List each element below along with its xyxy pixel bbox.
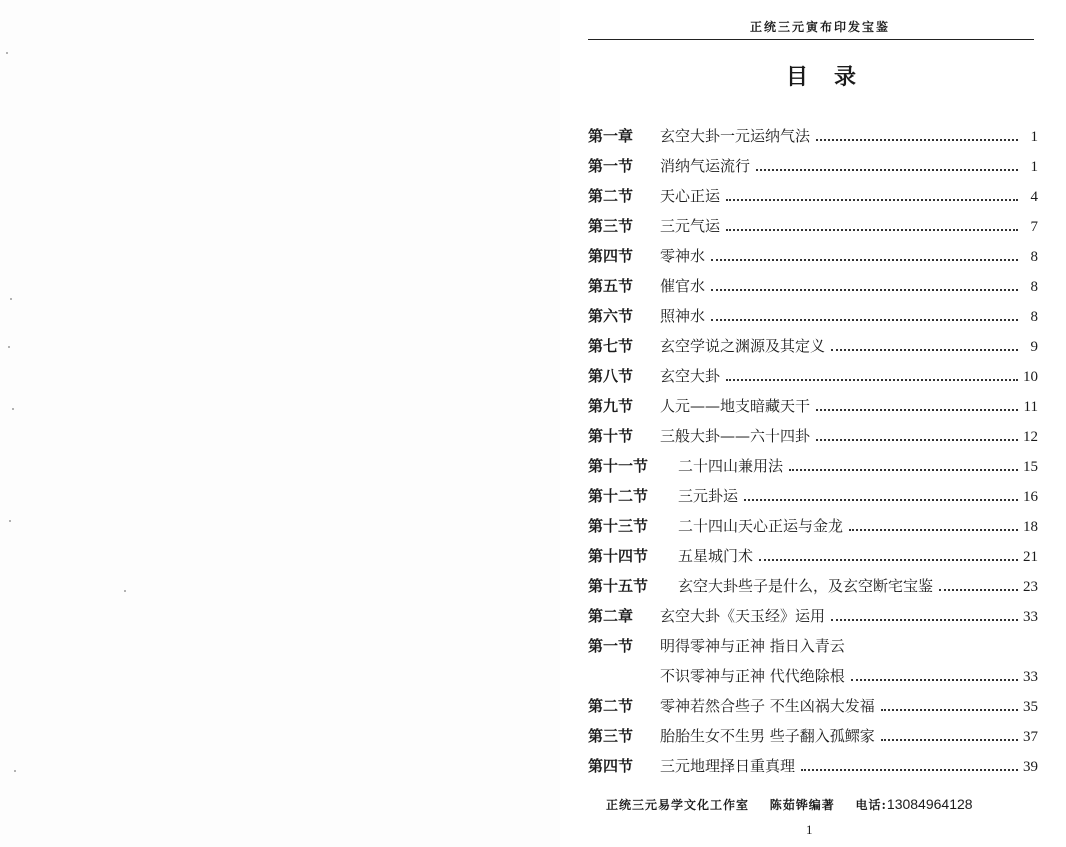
toc-entry-page: 1 [1030, 129, 1038, 145]
page-number: 1 [806, 822, 813, 837]
toc-entry-label: 第十五节 [588, 577, 649, 595]
toc-title: 目录 [786, 64, 883, 90]
toc-entry [588, 146, 1038, 176]
toc-dot-leader [726, 199, 1018, 201]
toc-entry-page: 9 [1030, 339, 1038, 355]
toc-dot-leader [711, 319, 1018, 321]
toc-dot-leader [831, 349, 1018, 351]
toc-entry-title: 玄空学说之渊源及其定义 [660, 337, 826, 355]
toc-entry [588, 386, 1038, 416]
toc-entry-title: 五星城门术 [678, 547, 754, 565]
toc-dot-leader [726, 379, 1018, 381]
toc-entry-title: 二十四山兼用法 [678, 457, 784, 475]
toc-dot-leader [816, 439, 1018, 441]
toc-entry-title: 三元气运 [660, 217, 721, 235]
scan-speck [8, 346, 10, 348]
toc-entry-title: 催官水 [660, 277, 706, 295]
toc-entry-label: 第十二节 [588, 487, 649, 505]
footer-phone: 13084964128 [886, 796, 973, 812]
toc-entry-page: 33 [1023, 669, 1038, 685]
toc-entry [588, 626, 1038, 656]
toc-entry-label: 第一节 [588, 157, 634, 175]
footer-phone-label: 电话: [855, 798, 887, 812]
toc-list [588, 116, 1038, 776]
toc-entry-page: 1 [1030, 159, 1038, 175]
toc-entry-title: 零神若然合些子 不生凶祸大发福 [660, 697, 875, 715]
toc-dot-leader [726, 229, 1018, 231]
toc-dot-leader [881, 709, 1018, 711]
footer-author: 陈茹铧编著 [769, 798, 835, 812]
toc-entry [588, 506, 1038, 536]
toc-entry [588, 566, 1038, 596]
toc-entry-title: 零神水 [660, 247, 706, 265]
running-header: 正统三元寅布印发宝鉴 [750, 20, 891, 34]
footer-studio: 正统三元易学文化工作室 [606, 798, 750, 812]
toc-entry [588, 296, 1038, 326]
toc-entry-label: 第六节 [588, 307, 634, 325]
toc-entry-title: 照神水 [660, 307, 706, 325]
scan-speck [9, 520, 11, 522]
toc-entry-title: 不识零神与正神 代代绝除根 [660, 667, 845, 685]
toc-page [560, 0, 1066, 847]
toc-entry-label: 第一章 [588, 127, 634, 145]
toc-entry [588, 536, 1038, 566]
toc-dot-leader [939, 589, 1018, 591]
toc-entry-title: 玄空大卦些子是什么，及玄空断宅宝鉴 [678, 577, 934, 595]
toc-entry-page: 21 [1023, 549, 1038, 565]
toc-entry [588, 236, 1038, 266]
toc-entry-page: 23 [1023, 579, 1038, 595]
toc-entry [588, 476, 1038, 506]
toc-entry-title: 玄空大卦《天玉经》运用 [660, 607, 826, 625]
toc-entry-title: 玄空大卦 [660, 367, 721, 385]
toc-entry-title: 玄空大卦一元运纳气法 [660, 127, 811, 145]
toc-entry-label: 第九节 [588, 397, 634, 415]
toc-dot-leader [789, 469, 1018, 471]
toc-entry-title: 胎胎生女不生男 些子翻入孤鳏家 [660, 727, 875, 745]
toc-dot-leader [711, 259, 1018, 261]
toc-entry [588, 746, 1038, 776]
toc-dot-leader [711, 289, 1018, 291]
toc-entry-page: 35 [1023, 699, 1038, 715]
toc-entry-label: 第四节 [588, 247, 634, 265]
toc-entry [588, 116, 1038, 146]
scan-speck [124, 590, 126, 592]
toc-dot-leader [851, 679, 1018, 681]
toc-entry-title: 明得零神与正神 指日入青云 [660, 637, 845, 655]
toc-entry-title: 消纳气运流行 [660, 157, 751, 175]
toc-entry-label: 第三节 [588, 727, 634, 745]
scan-speck [14, 770, 16, 772]
toc-entry-label: 第五节 [588, 277, 634, 295]
toc-dot-leader [816, 139, 1018, 141]
toc-entry-page: 16 [1023, 489, 1038, 505]
toc-entry-label: 第十一节 [588, 457, 649, 475]
toc-entry-label: 第二节 [588, 187, 634, 205]
toc-entry-label: 第七节 [588, 337, 634, 355]
toc-dot-leader [744, 499, 1018, 501]
toc-entry [588, 176, 1038, 206]
toc-entry-page: 12 [1023, 429, 1038, 445]
toc-entry-page: 10 [1023, 369, 1038, 385]
toc-entry [588, 596, 1038, 626]
toc-entry-page: 4 [1030, 189, 1038, 205]
toc-entry-label: 第三节 [588, 217, 634, 235]
toc-entry-label: 第二节 [588, 697, 634, 715]
toc-dot-leader [756, 169, 1018, 171]
toc-entry-label: 第一节 [588, 637, 634, 655]
toc-entry [588, 446, 1038, 476]
toc-entry-page: 8 [1030, 249, 1038, 265]
header-rule [588, 39, 1034, 40]
toc-entry-page: 39 [1023, 759, 1038, 775]
toc-entry-title: 二十四山天心正运与金龙 [678, 517, 844, 535]
toc-entry [588, 656, 1038, 686]
toc-entry-label: 第八节 [588, 367, 634, 385]
footer-credits [606, 796, 973, 813]
toc-dot-leader [816, 409, 1018, 411]
toc-entry-page: 15 [1023, 459, 1038, 475]
toc-entry [588, 206, 1038, 236]
toc-entry-title: 三元地理择日重真理 [660, 757, 796, 775]
toc-dot-leader [881, 739, 1018, 741]
toc-entry [588, 266, 1038, 296]
toc-dot-leader [849, 529, 1018, 531]
toc-entry-page: 18 [1023, 519, 1038, 535]
toc-entry-page: 37 [1023, 729, 1038, 745]
toc-entry-label: 第十四节 [588, 547, 649, 565]
toc-entry [588, 416, 1038, 446]
toc-entry-title: 人元——地支暗藏天干 [660, 397, 811, 415]
toc-entry-title: 天心正运 [660, 187, 721, 205]
scan-speck [6, 52, 8, 54]
toc-entry-page: 11 [1023, 399, 1038, 415]
toc-entry-label: 第十节 [588, 427, 634, 445]
toc-entry [588, 716, 1038, 746]
toc-dot-leader [759, 559, 1018, 561]
toc-entry-page: 7 [1030, 219, 1038, 235]
toc-entry-title: 三元卦运 [678, 487, 739, 505]
toc-entry-page: 8 [1030, 279, 1038, 295]
toc-dot-leader [801, 769, 1018, 771]
toc-dot-leader [831, 619, 1018, 621]
scan-speck [12, 408, 14, 410]
toc-entry-label: 第十三节 [588, 517, 649, 535]
toc-entry-page: 33 [1023, 609, 1038, 625]
toc-entry-title: 三般大卦——六十四卦 [660, 427, 811, 445]
toc-entry-label: 第四节 [588, 757, 634, 775]
toc-entry-label: 第二章 [588, 607, 634, 625]
scan-speck [10, 298, 12, 300]
toc-entry [588, 686, 1038, 716]
toc-entry-page: 8 [1030, 309, 1038, 325]
toc-entry [588, 326, 1038, 356]
toc-entry [588, 356, 1038, 386]
